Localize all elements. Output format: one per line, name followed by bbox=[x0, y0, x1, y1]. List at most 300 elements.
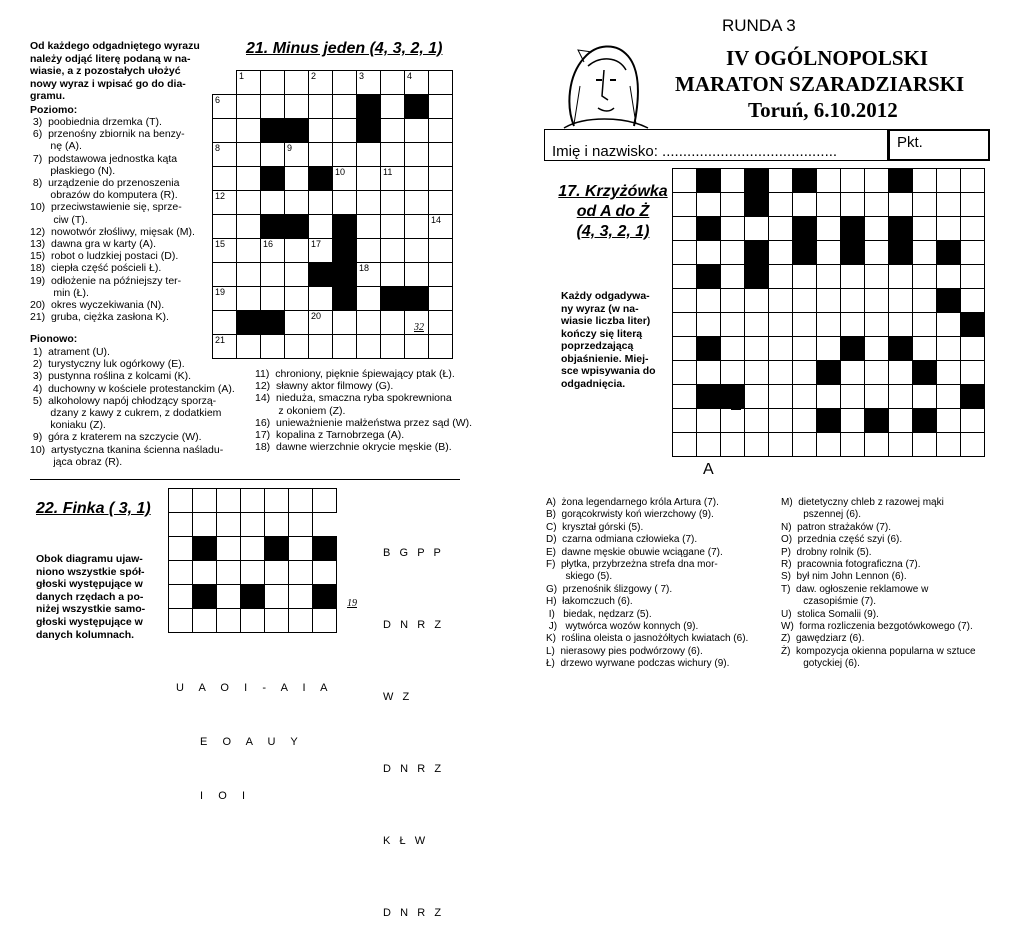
grid-cell[interactable] bbox=[768, 360, 793, 385]
grid-cell[interactable] bbox=[912, 432, 937, 457]
grid-cell[interactable] bbox=[720, 264, 745, 289]
grid-cell[interactable] bbox=[380, 262, 405, 287]
grid-cell[interactable] bbox=[840, 168, 865, 193]
grid-cell[interactable] bbox=[288, 512, 313, 537]
grid-cell[interactable] bbox=[672, 312, 697, 337]
grid-cell[interactable] bbox=[912, 288, 937, 313]
grid-cell[interactable] bbox=[936, 216, 961, 241]
grid-cell[interactable] bbox=[284, 262, 309, 287]
grid-cell[interactable] bbox=[428, 118, 453, 143]
grid-block bbox=[888, 216, 913, 241]
grid-cell[interactable] bbox=[744, 408, 769, 433]
grid-cell[interactable] bbox=[260, 70, 285, 95]
grid-cell[interactable] bbox=[720, 240, 745, 265]
grid-cell[interactable] bbox=[380, 118, 405, 143]
grid-cell[interactable] bbox=[720, 408, 745, 433]
grid-cell[interactable] bbox=[744, 360, 769, 385]
puzzle21-mark: 32 bbox=[414, 322, 424, 333]
grid-cell[interactable] bbox=[912, 216, 937, 241]
grid-cell[interactable] bbox=[212, 166, 237, 191]
clue: N) patron strażaków (7). bbox=[781, 521, 892, 533]
grid-cell[interactable] bbox=[936, 432, 961, 457]
grid-cell[interactable] bbox=[236, 262, 261, 287]
grid-cell[interactable] bbox=[332, 334, 357, 359]
grid-cell[interactable] bbox=[212, 190, 237, 215]
clue: 19) odłożenie na późniejszy ter- bbox=[30, 274, 182, 287]
puzzle21-across-clues bbox=[30, 116, 195, 323]
grid-cell[interactable] bbox=[672, 408, 697, 433]
grid-cell[interactable] bbox=[936, 384, 961, 409]
grid-cell[interactable] bbox=[840, 432, 865, 457]
grid-cell[interactable] bbox=[264, 608, 289, 633]
grid-cell[interactable] bbox=[216, 608, 241, 633]
grid-cell[interactable] bbox=[744, 288, 769, 313]
grid-cell[interactable] bbox=[260, 262, 285, 287]
grid-cell[interactable] bbox=[240, 536, 265, 561]
grid-cell[interactable] bbox=[768, 384, 793, 409]
grid-block bbox=[312, 584, 337, 609]
grid-cell[interactable] bbox=[816, 192, 841, 217]
grid-cell[interactable] bbox=[308, 70, 333, 95]
grid-cell[interactable] bbox=[380, 70, 405, 95]
grid-cell[interactable] bbox=[428, 334, 453, 359]
grid-cell[interactable] bbox=[792, 336, 817, 361]
puzzle21-grid[interactable] bbox=[212, 70, 476, 358]
grid-cell[interactable] bbox=[672, 264, 697, 289]
grid-cell[interactable] bbox=[380, 142, 405, 167]
grid-cell[interactable] bbox=[696, 360, 721, 385]
grid-cell[interactable] bbox=[236, 190, 261, 215]
grid-cell[interactable] bbox=[792, 264, 817, 289]
grid-cell[interactable] bbox=[308, 238, 333, 263]
grid-block bbox=[696, 168, 721, 193]
grid-cell[interactable] bbox=[428, 166, 453, 191]
grid-cell[interactable] bbox=[864, 240, 889, 265]
grid-cell[interactable] bbox=[288, 608, 313, 633]
grid-cell[interactable] bbox=[936, 168, 961, 193]
grid-cell[interactable] bbox=[960, 432, 985, 457]
grid-cell[interactable] bbox=[720, 168, 745, 193]
grid-cell[interactable] bbox=[864, 192, 889, 217]
grid-cell[interactable] bbox=[236, 118, 261, 143]
grid-cell[interactable] bbox=[264, 560, 289, 585]
grid-cell[interactable] bbox=[888, 384, 913, 409]
grid-cell[interactable] bbox=[816, 432, 841, 457]
grid-cell[interactable] bbox=[380, 334, 405, 359]
grid-cell[interactable] bbox=[840, 288, 865, 313]
grid-cell[interactable] bbox=[212, 238, 237, 263]
clue: T) daw. ogłoszenie reklamowe w bbox=[781, 583, 929, 595]
grid-cell[interactable] bbox=[816, 384, 841, 409]
grid-cell[interactable] bbox=[428, 310, 453, 335]
grid-block bbox=[864, 408, 889, 433]
grid-cell[interactable] bbox=[936, 336, 961, 361]
grid-cell[interactable] bbox=[816, 168, 841, 193]
grid-cell[interactable] bbox=[312, 608, 337, 633]
grid-cell[interactable] bbox=[888, 264, 913, 289]
grid-cell[interactable] bbox=[768, 312, 793, 337]
grid-cell[interactable] bbox=[312, 488, 337, 513]
grid-cell[interactable] bbox=[720, 216, 745, 241]
puzzle21-title: 21. Minus jeden (4, 3, 2, 1) bbox=[246, 40, 443, 57]
grid-cell[interactable] bbox=[960, 288, 985, 313]
grid-cell[interactable] bbox=[216, 536, 241, 561]
grid-cell[interactable] bbox=[888, 432, 913, 457]
grid-cell[interactable] bbox=[428, 190, 453, 215]
grid-cell[interactable] bbox=[672, 216, 697, 241]
grid-cell[interactable] bbox=[720, 192, 745, 217]
grid-cell[interactable] bbox=[744, 336, 769, 361]
grid-cell[interactable] bbox=[168, 536, 193, 561]
grid-cell[interactable] bbox=[168, 488, 193, 513]
grid-cell[interactable] bbox=[888, 312, 913, 337]
grid-block bbox=[312, 536, 337, 561]
grid-cell[interactable] bbox=[720, 312, 745, 337]
grid-cell[interactable] bbox=[236, 70, 261, 95]
grid-cell[interactable] bbox=[816, 264, 841, 289]
grid-cell[interactable] bbox=[264, 488, 289, 513]
grid-cell[interactable] bbox=[236, 142, 261, 167]
grid-cell[interactable] bbox=[744, 432, 769, 457]
grid-cell[interactable] bbox=[212, 214, 237, 239]
grid-cell[interactable] bbox=[768, 264, 793, 289]
grid-cell[interactable] bbox=[212, 286, 237, 311]
grid-cell[interactable] bbox=[428, 94, 453, 119]
grid-cell[interactable] bbox=[404, 334, 429, 359]
grid-cell[interactable] bbox=[936, 192, 961, 217]
grid-cell[interactable] bbox=[168, 560, 193, 585]
grid-cell[interactable] bbox=[936, 312, 961, 337]
grid-cell[interactable] bbox=[380, 94, 405, 119]
grid-cell[interactable] bbox=[216, 560, 241, 585]
grid-cell[interactable] bbox=[212, 310, 237, 335]
grid-cell[interactable] bbox=[696, 408, 721, 433]
grid-cell[interactable] bbox=[236, 238, 261, 263]
grid-cell[interactable] bbox=[768, 288, 793, 313]
grid-cell[interactable] bbox=[308, 286, 333, 311]
grid-cell[interactable] bbox=[744, 216, 769, 241]
section-divider bbox=[30, 479, 460, 480]
grid-cell[interactable] bbox=[960, 216, 985, 241]
grid-cell[interactable] bbox=[936, 360, 961, 385]
grid-cell[interactable] bbox=[672, 288, 697, 313]
clue: czasopiśmie (7). bbox=[781, 596, 877, 608]
grid-block bbox=[356, 94, 381, 119]
grid-cell[interactable] bbox=[888, 360, 913, 385]
grid-cell[interactable] bbox=[284, 70, 309, 95]
clue: A) żona legendarnego króla Artura (7). bbox=[546, 497, 719, 508]
grid-cell[interactable] bbox=[816, 216, 841, 241]
grid-cell[interactable] bbox=[936, 264, 961, 289]
grid-cell[interactable] bbox=[192, 608, 217, 633]
grid-cell[interactable] bbox=[312, 560, 337, 585]
grid-cell[interactable] bbox=[768, 432, 793, 457]
grid-cell[interactable] bbox=[284, 310, 309, 335]
clue: min (Ł). bbox=[30, 286, 89, 299]
grid-cell[interactable] bbox=[792, 408, 817, 433]
grid-cell[interactable] bbox=[168, 584, 193, 609]
grid-cell[interactable] bbox=[356, 238, 381, 263]
grid-cell[interactable] bbox=[356, 190, 381, 215]
grid-cell[interactable] bbox=[864, 216, 889, 241]
instructions-line: niżej wszystkie samo- bbox=[36, 603, 146, 616]
grid-cell[interactable] bbox=[816, 240, 841, 265]
clue: jąca obraz (R). bbox=[30, 455, 123, 468]
grid-cell[interactable] bbox=[936, 408, 961, 433]
grid-cell[interactable] bbox=[212, 334, 237, 359]
col-letters: E O A U Y bbox=[200, 736, 298, 748]
grid-cell[interactable] bbox=[236, 214, 261, 239]
grid-cell[interactable] bbox=[888, 288, 913, 313]
grid-cell[interactable] bbox=[332, 70, 357, 95]
grid-block bbox=[332, 238, 357, 263]
grid-cell[interactable] bbox=[960, 168, 985, 193]
grid-cell[interactable] bbox=[960, 264, 985, 289]
grid-cell[interactable] bbox=[840, 360, 865, 385]
grid-cell[interactable] bbox=[332, 310, 357, 335]
grid-cell[interactable] bbox=[768, 192, 793, 217]
grid-cell[interactable] bbox=[864, 288, 889, 313]
grid-cell[interactable] bbox=[288, 584, 313, 609]
grid-cell[interactable] bbox=[284, 334, 309, 359]
grid-cell[interactable] bbox=[168, 512, 193, 537]
grid-cell[interactable] bbox=[864, 312, 889, 337]
grid-cell[interactable] bbox=[284, 94, 309, 119]
grid-cell[interactable] bbox=[236, 334, 261, 359]
grid-cell[interactable] bbox=[356, 166, 381, 191]
grid-cell[interactable] bbox=[356, 214, 381, 239]
grid-cell[interactable] bbox=[260, 286, 285, 311]
grid-cell[interactable] bbox=[216, 488, 241, 513]
grid-cell[interactable] bbox=[404, 70, 429, 95]
grid-cell[interactable] bbox=[744, 384, 769, 409]
grid-cell[interactable] bbox=[428, 142, 453, 167]
grid-cell[interactable] bbox=[260, 94, 285, 119]
grid-cell[interactable] bbox=[792, 360, 817, 385]
grid-cell[interactable] bbox=[308, 310, 333, 335]
grid-cell[interactable] bbox=[380, 238, 405, 263]
puzzle17-grid[interactable] bbox=[672, 168, 984, 480]
grid-cell[interactable] bbox=[308, 118, 333, 143]
grid-cell[interactable] bbox=[912, 240, 937, 265]
grid-cell[interactable] bbox=[168, 608, 193, 633]
grid-cell[interactable] bbox=[840, 192, 865, 217]
grid-cell[interactable] bbox=[356, 142, 381, 167]
grid-cell[interactable] bbox=[404, 238, 429, 263]
grid-block bbox=[236, 310, 261, 335]
grid-cell[interactable] bbox=[356, 310, 381, 335]
grid-cell[interactable] bbox=[792, 384, 817, 409]
grid-cell[interactable] bbox=[840, 384, 865, 409]
grid-cell[interactable] bbox=[864, 360, 889, 385]
grid-cell[interactable] bbox=[816, 312, 841, 337]
grid-cell[interactable] bbox=[240, 512, 265, 537]
grid-cell[interactable] bbox=[672, 360, 697, 385]
grid-cell[interactable] bbox=[332, 142, 357, 167]
grid-cell[interactable] bbox=[212, 94, 237, 119]
grid-cell[interactable] bbox=[672, 432, 697, 457]
grid-cell[interactable] bbox=[192, 512, 217, 537]
grid-cell[interactable] bbox=[260, 142, 285, 167]
grid-cell[interactable] bbox=[960, 240, 985, 265]
grid-cell[interactable] bbox=[768, 240, 793, 265]
grid-cell[interactable] bbox=[332, 166, 357, 191]
grid-cell[interactable] bbox=[308, 214, 333, 239]
grid-cell[interactable] bbox=[404, 214, 429, 239]
grid-cell[interactable] bbox=[792, 192, 817, 217]
grid-cell[interactable] bbox=[428, 70, 453, 95]
points-label: Pkt. bbox=[897, 134, 923, 151]
grid-cell[interactable] bbox=[264, 584, 289, 609]
grid-cell[interactable] bbox=[356, 334, 381, 359]
grid-cell[interactable] bbox=[332, 190, 357, 215]
grid-cell[interactable] bbox=[192, 560, 217, 585]
grid-cell[interactable] bbox=[960, 360, 985, 385]
grid-cell[interactable] bbox=[840, 312, 865, 337]
grid-cell[interactable] bbox=[404, 118, 429, 143]
event-title-line2: MARATON SZARADZIARSKI bbox=[675, 72, 965, 96]
clue: P) drobny rolnik (5). bbox=[781, 546, 872, 558]
grid-cell[interactable] bbox=[240, 560, 265, 585]
grid-cell[interactable] bbox=[288, 488, 313, 513]
grid-cell[interactable] bbox=[888, 192, 913, 217]
clue: 12) nowotwór złośliwy, mięsak (M). bbox=[30, 225, 195, 238]
grid-cell[interactable] bbox=[816, 336, 841, 361]
grid-cell[interactable] bbox=[960, 408, 985, 433]
grid-cell[interactable] bbox=[840, 408, 865, 433]
grid-cell[interactable] bbox=[768, 408, 793, 433]
grid-cell[interactable] bbox=[912, 264, 937, 289]
grid-cell[interactable] bbox=[428, 214, 453, 239]
grid-cell[interactable] bbox=[260, 238, 285, 263]
grid-cell[interactable] bbox=[356, 262, 381, 287]
grid-cell[interactable] bbox=[912, 384, 937, 409]
grid-cell[interactable] bbox=[768, 336, 793, 361]
grid-cell[interactable] bbox=[284, 190, 309, 215]
grid-cell[interactable] bbox=[768, 168, 793, 193]
grid-cell[interactable] bbox=[332, 94, 357, 119]
grid-cell[interactable] bbox=[720, 288, 745, 313]
grid-cell[interactable] bbox=[236, 94, 261, 119]
grid-cell[interactable] bbox=[428, 286, 453, 311]
puzzle22-grid[interactable] bbox=[168, 488, 360, 632]
grid-cell[interactable] bbox=[912, 336, 937, 361]
cell-number: 11 bbox=[383, 167, 393, 177]
grid-cell[interactable] bbox=[816, 288, 841, 313]
name-field[interactable]: Imię i nazwisko: .......................................... bbox=[552, 143, 838, 160]
grid-cell[interactable] bbox=[284, 238, 309, 263]
grid-cell[interactable] bbox=[840, 264, 865, 289]
grid-cell[interactable] bbox=[864, 336, 889, 361]
grid-cell[interactable] bbox=[212, 142, 237, 167]
grid-cell[interactable] bbox=[672, 336, 697, 361]
grid-cell[interactable] bbox=[696, 240, 721, 265]
grid-cell[interactable] bbox=[720, 432, 745, 457]
logo-icon bbox=[544, 36, 656, 132]
grid-cell[interactable] bbox=[380, 190, 405, 215]
grid-cell[interactable] bbox=[308, 142, 333, 167]
grid-cell[interactable] bbox=[696, 432, 721, 457]
puzzle21-intro bbox=[30, 40, 210, 103]
grid-cell[interactable] bbox=[264, 512, 289, 537]
grid-cell[interactable] bbox=[864, 432, 889, 457]
grid-cell[interactable] bbox=[888, 408, 913, 433]
grid-cell[interactable] bbox=[380, 310, 405, 335]
grid-cell[interactable] bbox=[356, 70, 381, 95]
grid-cell[interactable] bbox=[284, 142, 309, 167]
grid-cell[interactable] bbox=[696, 288, 721, 313]
grid-cell[interactable] bbox=[240, 488, 265, 513]
grid-cell[interactable] bbox=[912, 168, 937, 193]
grid-cell[interactable] bbox=[792, 288, 817, 313]
grid-cell[interactable] bbox=[672, 168, 697, 193]
grid-cell[interactable] bbox=[332, 118, 357, 143]
grid-cell[interactable] bbox=[912, 192, 937, 217]
grid-cell[interactable] bbox=[380, 166, 405, 191]
grid-cell[interactable] bbox=[216, 584, 241, 609]
grid-cell[interactable] bbox=[672, 384, 697, 409]
cell-number: 16 bbox=[263, 239, 274, 249]
grid-block bbox=[332, 286, 357, 311]
grid-cell[interactable] bbox=[864, 384, 889, 409]
grid-cell[interactable] bbox=[240, 608, 265, 633]
grid-cell[interactable] bbox=[744, 312, 769, 337]
grid-cell[interactable] bbox=[404, 142, 429, 167]
grid-cell[interactable] bbox=[864, 168, 889, 193]
grid-cell[interactable] bbox=[308, 334, 333, 359]
grid-cell[interactable] bbox=[404, 166, 429, 191]
grid-cell[interactable] bbox=[288, 536, 313, 561]
grid-cell[interactable] bbox=[308, 190, 333, 215]
grid-cell[interactable] bbox=[696, 312, 721, 337]
grid-cell[interactable] bbox=[356, 286, 381, 311]
grid-cell[interactable] bbox=[696, 192, 721, 217]
clue: W) forma rozliczenia bezgotówkowego (7). bbox=[781, 621, 973, 633]
grid-cell[interactable] bbox=[912, 312, 937, 337]
grid-cell[interactable] bbox=[260, 190, 285, 215]
grid-cell[interactable] bbox=[284, 166, 309, 191]
grid-cell[interactable] bbox=[428, 238, 453, 263]
puzzle21-intro-line: wiasie, a z pozostałych ułożyć bbox=[30, 65, 181, 77]
cell-number: 19 bbox=[215, 287, 226, 297]
grid-cell[interactable] bbox=[792, 312, 817, 337]
grid-cell[interactable] bbox=[404, 190, 429, 215]
grid-cell[interactable] bbox=[236, 166, 261, 191]
grid-cell[interactable] bbox=[404, 262, 429, 287]
grid-cell[interactable] bbox=[960, 192, 985, 217]
grid-cell[interactable] bbox=[380, 214, 405, 239]
grid-cell[interactable] bbox=[792, 432, 817, 457]
grid-cell[interactable] bbox=[216, 512, 241, 537]
grid-cell[interactable] bbox=[768, 216, 793, 241]
grid-cell[interactable] bbox=[288, 560, 313, 585]
grid-cell[interactable] bbox=[720, 336, 745, 361]
grid-cell[interactable] bbox=[672, 240, 697, 265]
grid-cell[interactable] bbox=[308, 94, 333, 119]
clue: R) pracownia fotograficzna (7). bbox=[781, 559, 921, 571]
grid-cell[interactable] bbox=[864, 264, 889, 289]
grid-cell[interactable] bbox=[672, 192, 697, 217]
grid-cell[interactable] bbox=[284, 286, 309, 311]
grid-cell[interactable] bbox=[260, 334, 285, 359]
grid-cell[interactable] bbox=[428, 262, 453, 287]
grid-cell[interactable] bbox=[720, 360, 745, 385]
grid-cell[interactable] bbox=[236, 286, 261, 311]
grid-cell[interactable] bbox=[212, 262, 237, 287]
grid-cell[interactable] bbox=[960, 336, 985, 361]
grid-cell[interactable] bbox=[212, 118, 237, 143]
grid-cell[interactable] bbox=[192, 488, 217, 513]
